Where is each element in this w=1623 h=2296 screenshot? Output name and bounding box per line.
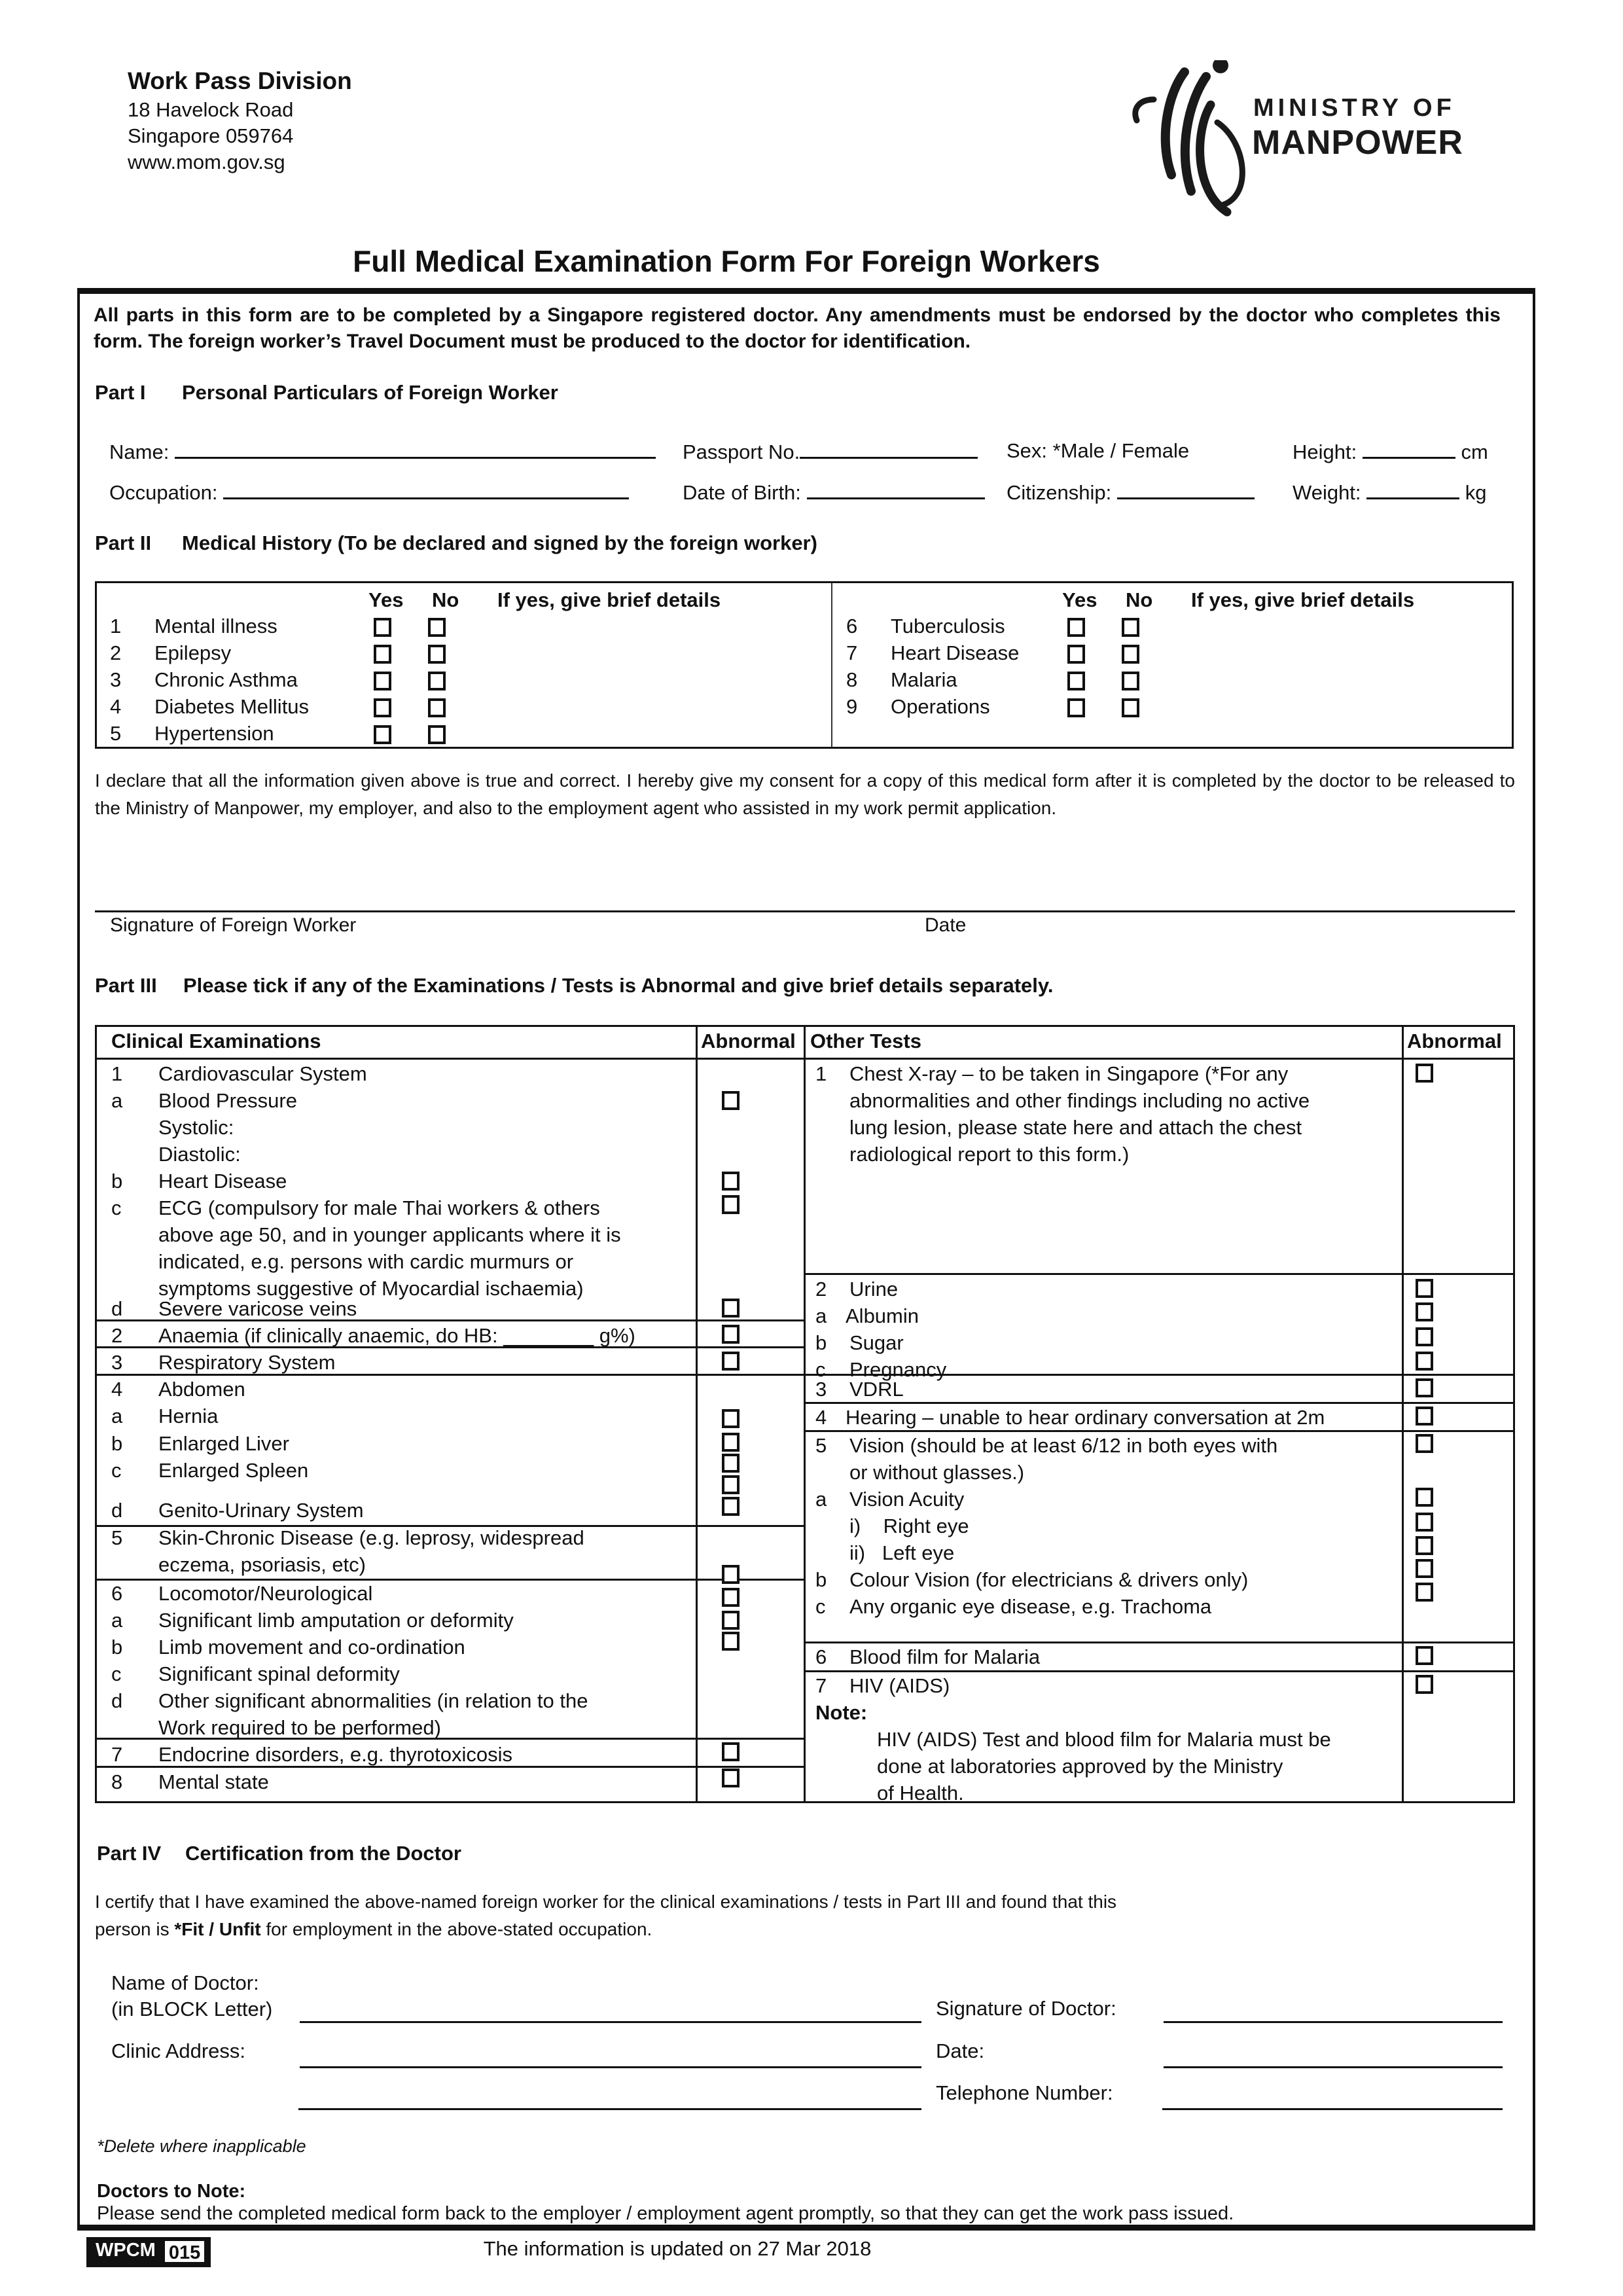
note-line: of Health. [877, 1782, 964, 1804]
abnormal-checkbox-albumin[interactable] [1416, 1302, 1433, 1321]
occupation-field [109, 480, 629, 505]
doctor-signature-label: Signature of Doctor: [936, 1997, 1116, 2020]
abnormal-checkbox-organic-eye[interactable] [1416, 1583, 1433, 1602]
part4-title: Certification from the Doctor [185, 1842, 461, 1865]
header-rule [97, 1058, 1513, 1060]
abnormal-checkbox-hernia[interactable] [722, 1409, 740, 1428]
row-text: Other significant abnormalities (in relation to the [158, 1689, 588, 1712]
no-checkbox[interactable] [428, 698, 446, 717]
doctor-signature-input[interactable] [1164, 2021, 1503, 2023]
sex-field[interactable] [1007, 439, 1189, 463]
mom-figure-logo-icon [1122, 60, 1253, 224]
doctor-date-input[interactable] [1164, 2066, 1503, 2068]
row-text: Work required to be performed) [158, 1716, 441, 1739]
row-number: 6 [111, 1582, 123, 1605]
abnormal-checkbox-spinal-deformity[interactable] [722, 1611, 740, 1630]
row-text: Hearing – unable to hear ordinary conversation at 2m [846, 1406, 1325, 1429]
row-number: 2 [815, 1278, 827, 1300]
row-text: HIV (AIDS) [849, 1674, 950, 1697]
other-tests-header: Other Tests [810, 1030, 921, 1052]
abnormal-checkbox-malaria-film[interactable] [1416, 1646, 1433, 1665]
examinations-table [95, 1025, 1515, 1803]
yes-checkbox[interactable] [1067, 618, 1085, 637]
row-text: Sugar [849, 1331, 904, 1354]
height-unit: cm [1461, 440, 1488, 463]
row-text: Systolic: [158, 1116, 234, 1139]
citizenship-input[interactable] [1117, 480, 1255, 499]
history-item-operations [846, 695, 1501, 721]
abnormal-checkbox-limb-amputation[interactable] [722, 1565, 740, 1584]
form-code-prefix: WPCM [96, 2240, 156, 2261]
row-text: Abdomen [158, 1378, 245, 1401]
note-label: Note: [815, 1701, 868, 1724]
doctor-name-label-line2: (in BLOCK Letter) [111, 1998, 273, 2020]
abnormal-checkbox-genito-urinary[interactable] [722, 1475, 740, 1494]
no-checkbox[interactable] [428, 672, 446, 691]
weight-field [1293, 480, 1487, 505]
row-number: a [815, 1304, 827, 1327]
height-field [1293, 439, 1488, 464]
doctors-note: Please send the completed medical form back to the employer / employment agent promptly, so that they can get the work pass issued. [97, 2203, 1234, 2224]
fit-unfit-choice[interactable]: *Fit / Unfit [174, 1919, 261, 1939]
row-number: a [111, 1089, 123, 1112]
address-line-1: 18 Havelock Road [128, 98, 294, 121]
row-number: b [111, 1636, 123, 1659]
row-text: Severe varicose veins [158, 1297, 357, 1320]
yes-checkbox[interactable] [1067, 672, 1085, 691]
row-text: ECG (compulsory for male Thai workers & others [158, 1196, 600, 1219]
yes-checkbox[interactable] [374, 698, 391, 717]
item-label: Malaria [891, 668, 957, 691]
row-text: Blood Pressure [158, 1089, 297, 1112]
row-text: Pregnancy [849, 1358, 947, 1381]
occupation-label: Occupation: [109, 481, 218, 504]
clinic-address-input-line1[interactable] [300, 2066, 921, 2068]
row-text: Blood film for Malaria [849, 1645, 1041, 1668]
row-text: radiological report to this form.) [849, 1143, 1130, 1166]
row-number: 7 [815, 1674, 827, 1697]
row-text: above age 50, and in younger applicants where it is [158, 1223, 621, 1246]
row-text: i) Right eye [849, 1515, 969, 1537]
abnormal-checkbox-blood-pressure[interactable] [722, 1091, 740, 1110]
cert-line1: I certify that I have examined the above-named foreign worker for the clinical examinations / tests in Part III and found that this [95, 1892, 1117, 1912]
row-number: b [815, 1331, 827, 1354]
row-text: Diastolic: [158, 1143, 241, 1166]
row-number: 4 [111, 1378, 123, 1401]
history-item-chronic-asthma [110, 668, 830, 694]
part1-number: Part I [95, 381, 146, 404]
abnormal-checkbox-limb-movement[interactable] [722, 1588, 740, 1607]
name-field [109, 439, 656, 464]
name-input[interactable] [175, 439, 656, 459]
cert-text: for employment in the above-stated occupation. [260, 1919, 652, 1939]
row-text: VDRL [849, 1378, 904, 1401]
history-item-tuberculosis [846, 615, 1501, 641]
row-text: Significant limb amputation or deformity [158, 1609, 514, 1632]
row-number: 3 [815, 1378, 827, 1401]
row-text: eczema, psoriasis, etc) [158, 1553, 366, 1576]
row-text: Skin-Chronic Disease (e.g. leprosy, widespread [158, 1526, 584, 1549]
abnormal-checkbox-urine[interactable] [1416, 1279, 1433, 1298]
history-item-diabetes [110, 695, 830, 721]
row-text: symptoms suggestive of Myocardial ischaemia) [158, 1277, 584, 1300]
passport-input[interactable] [800, 439, 978, 459]
updated-note: The information is updated on 27 Mar 2018 [483, 2237, 872, 2260]
abnormal-checkbox-ecg[interactable] [722, 1195, 740, 1214]
no-checkbox[interactable] [428, 645, 446, 664]
abnormal-checkbox-vision[interactable] [1416, 1434, 1433, 1453]
item-label: Chronic Asthma [154, 668, 298, 691]
abnormal-checkbox-skin-chronic[interactable] [722, 1497, 740, 1516]
row-number: a [815, 1488, 827, 1511]
part3-heading [95, 974, 1053, 997]
instructions: All parts in this form are to be completed by a Singapore registered doctor. Any amendments must be endorsed by the doctor who completes this form. The foreign worker’s Travel Document must be produced to the doctor for identification. [94, 304, 1501, 352]
abnormal-checkbox-other-abnormalities[interactable] [722, 1632, 740, 1651]
row-number: d [111, 1297, 123, 1320]
part2-number: Part II [95, 531, 152, 554]
item-label: Heart Disease [891, 641, 1020, 664]
weight-unit: kg [1465, 481, 1487, 504]
sender-address [128, 65, 352, 175]
part1-heading [95, 381, 558, 404]
row-number: 1 [815, 1062, 827, 1085]
item-number: 6 [846, 615, 858, 637]
doctors-note-title: Doctors to Note: [97, 2181, 246, 2202]
col-yes-right: Yes [1062, 588, 1097, 611]
abnormal-checkbox-vdrl[interactable] [1416, 1378, 1433, 1397]
height-label: Height: [1293, 440, 1357, 463]
col-details-right: If yes, give brief details [1191, 588, 1415, 611]
no-checkbox[interactable] [428, 618, 446, 637]
row-number: c [111, 1196, 122, 1219]
yes-checkbox[interactable] [1067, 698, 1085, 717]
no-checkbox[interactable] [1122, 618, 1139, 637]
row-text: Anaemia (if clinically anaemic, do HB: ________ g%) [158, 1324, 635, 1347]
abnormal-checkbox-varicose-veins[interactable] [722, 1299, 740, 1318]
row-number: 1 [111, 1062, 123, 1085]
row-number: d [111, 1689, 123, 1712]
item-label: Operations [891, 695, 990, 718]
history-item-epilepsy [110, 641, 830, 668]
row-text: Vision (should be at least 6/12 in both eyes with [849, 1434, 1278, 1457]
row-number: b [111, 1170, 123, 1193]
abnormal-checkbox-heart-disease[interactable] [722, 1172, 740, 1191]
row-number: 5 [815, 1434, 827, 1457]
row-number: a [111, 1405, 123, 1427]
row-text: Albumin [846, 1304, 919, 1327]
website: www.mom.gov.sg [128, 151, 285, 173]
occupation-input[interactable] [223, 480, 629, 499]
row-text: Genito-Urinary System [158, 1499, 364, 1522]
row-text: Hernia [158, 1405, 219, 1427]
history-item-heart-disease [846, 641, 1501, 668]
abnormal-checkbox-vision-acuity[interactable] [1416, 1488, 1433, 1507]
abnormal-checkbox-colour-vision[interactable] [1416, 1559, 1433, 1578]
row-text: lung lesion, please state here and attach the chest [849, 1116, 1302, 1139]
address-line-2: Singapore 059764 [128, 124, 294, 147]
item-number: 1 [110, 615, 122, 637]
part4-number: Part IV [97, 1842, 162, 1865]
row-number: 6 [815, 1645, 827, 1668]
row-text: Limb movement and co-ordination [158, 1636, 465, 1659]
row-number: 8 [111, 1770, 123, 1793]
row-text: Endocrine disorders, e.g. thyrotoxicosis [158, 1743, 513, 1766]
weight-input[interactable] [1366, 480, 1459, 499]
abnormal-checkbox-anaemia[interactable] [722, 1325, 740, 1344]
abnormal-checkbox-right-eye[interactable] [1416, 1513, 1433, 1532]
no-checkbox[interactable] [428, 725, 446, 744]
row-text: Any organic eye disease, e.g. Trachoma [849, 1595, 1212, 1618]
row-number: 2 [111, 1324, 123, 1347]
delete-note: *Delete where inapplicable [97, 2136, 306, 2156]
division-name: Work Pass Division [128, 67, 352, 94]
no-checkbox[interactable] [1122, 672, 1139, 691]
dob-label: Date of Birth: [683, 481, 801, 504]
col-yes-left: Yes [368, 588, 404, 611]
dob-field [683, 480, 985, 505]
row-text: ii) Left eye [849, 1541, 955, 1564]
row-text: Significant spinal deformity [158, 1662, 400, 1685]
part2-heading [95, 531, 817, 555]
row-text: Enlarged Liver [158, 1432, 289, 1455]
abnormal-checkbox-endocrine[interactable] [722, 1742, 740, 1761]
height-input[interactable] [1363, 439, 1455, 459]
row-number: c [815, 1358, 826, 1381]
row-number: c [111, 1662, 122, 1685]
worker-declaration: I declare that all the information given above is true and correct. I hereby give my consent for a copy of this medical form after it is completed by the doctor to be released to the Ministry of Manpower, my employer, and also to the employment agent who assisted in my work permit application. [95, 770, 1515, 818]
doctor-name-label-line1: Name of Doctor: [111, 1971, 259, 1994]
form-title: Full Medical Examination Form For Foreign Workers [353, 244, 1100, 278]
part4-heading [97, 1842, 461, 1865]
row-number: b [111, 1432, 123, 1455]
doctor-date-label: Date: [936, 2039, 985, 2062]
row-number: a [111, 1609, 123, 1632]
item-number: 4 [110, 695, 122, 718]
item-number: 7 [846, 641, 858, 664]
item-label: Diabetes Mellitus [154, 695, 310, 718]
row-number: 3 [111, 1351, 123, 1374]
citizenship-field [1007, 480, 1255, 505]
row-text: Chest X-ray – to be taken in Singapore (*For any [849, 1062, 1289, 1085]
abnormal-checkbox-hiv[interactable] [1416, 1675, 1433, 1694]
abnormal-checkbox-left-eye[interactable] [1416, 1536, 1433, 1555]
item-label: Tuberculosis [891, 615, 1005, 637]
no-checkbox[interactable] [1122, 698, 1139, 717]
col-no-right: No [1126, 588, 1153, 611]
row-number: 7 [111, 1743, 123, 1766]
weight-label: Weight: [1293, 481, 1361, 504]
passport-label: Passport No. [683, 440, 800, 463]
worker-signature-label: Signature of Foreign Worker [110, 914, 357, 936]
item-label: Mental illness [154, 615, 277, 637]
abnormal-checkbox-chest-xray[interactable] [1416, 1064, 1433, 1083]
history-item-hypertension [110, 722, 830, 748]
abnormal-header-right: Abnormal [1407, 1030, 1502, 1052]
row-text: Locomotor/Neurological [158, 1582, 373, 1605]
abnormal-checkbox-mental-state[interactable] [722, 1768, 740, 1787]
row-number: d [111, 1499, 123, 1522]
medical-history-table [95, 581, 1514, 749]
clinical-examinations-header: Clinical Examinations [111, 1030, 321, 1052]
telephone-label: Telephone Number: [936, 2081, 1113, 2104]
row-text: or without glasses.) [849, 1461, 1025, 1484]
item-number: 3 [110, 668, 122, 691]
history-item-mental-illness [110, 615, 830, 641]
item-label: Epilepsy [154, 641, 232, 664]
worker-date-label: Date [925, 914, 967, 936]
abnormal-header-left: Abnormal [701, 1030, 796, 1052]
item-number: 9 [846, 695, 858, 718]
clinic-address-label: Clinic Address: [111, 2039, 246, 2062]
row-text: Mental state [158, 1770, 269, 1793]
yes-checkbox[interactable] [374, 618, 391, 637]
note-line: done at laboratories approved by the Ministry [877, 1755, 1283, 1778]
row-text: Heart Disease [158, 1170, 287, 1193]
col-divider [1402, 1027, 1404, 1801]
form-code-number: 015 [164, 2240, 205, 2263]
col-divider [804, 1027, 806, 1801]
yes-checkbox[interactable] [374, 672, 391, 691]
row-number: b [815, 1568, 827, 1591]
item-label: Hypertension [154, 722, 274, 745]
col-details-left: If yes, give brief details [497, 588, 721, 611]
yes-checkbox[interactable] [1067, 645, 1085, 664]
part1-title: Personal Particulars of Foreign Worker [182, 381, 558, 404]
clinic-address-input-line2[interactable] [298, 2108, 921, 2110]
doctor-name-input[interactable] [300, 2021, 921, 2023]
col-no-left: No [432, 588, 459, 611]
no-checkbox[interactable] [1122, 645, 1139, 664]
telephone-input[interactable] [1162, 2108, 1503, 2110]
abnormal-checkbox-enlarged-liver[interactable] [722, 1433, 740, 1452]
row-number: 5 [111, 1526, 123, 1549]
col-divider [696, 1027, 698, 1801]
row-text: Enlarged Spleen [158, 1459, 309, 1482]
part2-title: Medical History (To be declared and signed by the foreign worker) [182, 531, 817, 554]
worker-signature-line[interactable] [95, 910, 1515, 912]
row-number: 4 [815, 1406, 827, 1429]
yes-checkbox[interactable] [374, 645, 391, 664]
part3-number: Part III [95, 974, 157, 997]
item-number: 5 [110, 722, 122, 745]
sex-label[interactable]: Sex: *Male / Female [1007, 439, 1190, 462]
history-item-malaria [846, 668, 1501, 694]
abnormal-checkbox-sugar[interactable] [1416, 1327, 1433, 1346]
row-text: indicated, e.g. persons with cardic murmurs or [158, 1250, 574, 1273]
row-text: Vision Acuity [849, 1488, 965, 1511]
item-number: 8 [846, 668, 858, 691]
logo-text-line2: MANPOWER [1252, 124, 1463, 162]
row-text: Urine [849, 1278, 899, 1300]
abnormal-checkbox-respiratory[interactable] [722, 1352, 740, 1371]
abnormal-checkbox-enlarged-spleen[interactable] [722, 1454, 740, 1473]
row-number: c [815, 1595, 826, 1618]
table-divider [831, 583, 832, 747]
row-rule [804, 1273, 1513, 1275]
logo-text-line1: MINISTRY OF [1253, 94, 1455, 122]
abnormal-checkbox-pregnancy[interactable] [1416, 1352, 1433, 1371]
cert-line2 [95, 1916, 1338, 1943]
passport-field [683, 439, 978, 464]
abnormal-checkbox-hearing[interactable] [1416, 1407, 1433, 1426]
doctor-certification [95, 1888, 1338, 1943]
citizenship-label: Citizenship: [1007, 481, 1112, 504]
part3-title: Please tick if any of the Examinations / Tests is Abnormal and give brief details separately. [183, 974, 1054, 997]
row-text: Cardiovascular System [158, 1062, 367, 1085]
doctor-name-label [111, 1970, 272, 2022]
name-label: Name: [109, 440, 169, 463]
row-text: Respiratory System [158, 1351, 336, 1374]
cert-text: person is [95, 1919, 175, 1939]
row-text: abnormalities and other findings including no active [849, 1089, 1310, 1112]
ministry-logo [1122, 60, 1489, 224]
dob-input[interactable] [807, 480, 985, 499]
yes-checkbox[interactable] [374, 725, 391, 744]
row-text: Colour Vision (for electricians & drivers only) [849, 1568, 1249, 1591]
row-number: c [111, 1459, 122, 1482]
note-line: HIV (AIDS) Test and blood film for Malaria must be [877, 1728, 1331, 1751]
item-number: 2 [110, 641, 122, 664]
